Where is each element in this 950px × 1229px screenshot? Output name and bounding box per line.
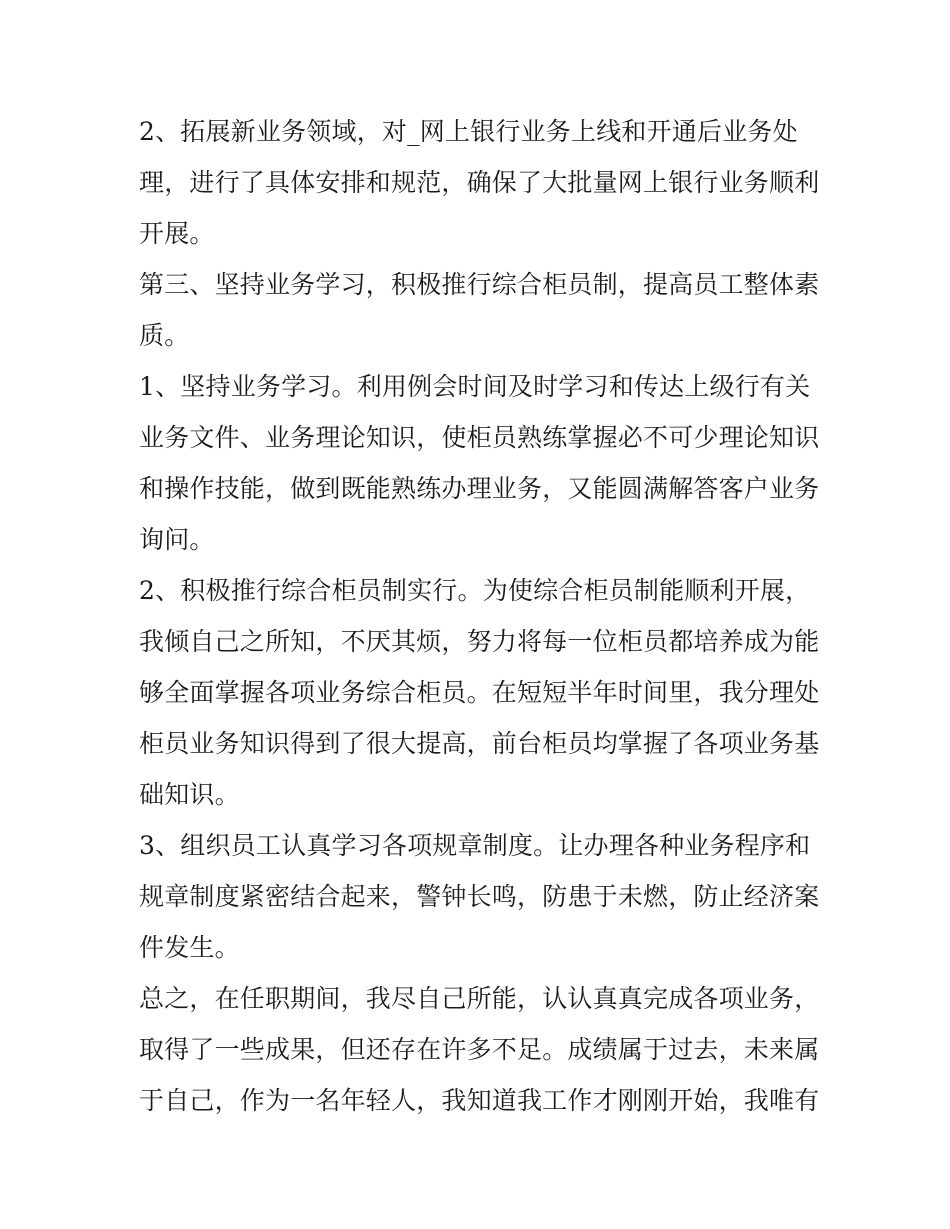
- text-line: 和操作技能，做到既能熟练办理业务，又能圆满解答客户业务: [139, 474, 820, 503]
- section-heading-line: 第三、坚持业务学习，积极推行综合柜员制，提高员工整体素: [139, 270, 820, 299]
- text-line: 于自己，作为一名年轻人，我知道我工作才刚刚开始，我唯有: [139, 1086, 820, 1115]
- text-line: 2、拓展新业务领域，对_网上银行业务上线和开通后业务处: [139, 117, 798, 146]
- document-body: [139, 106, 819, 1126]
- text-line: 理，进行了具体安排和规范，确保了大批量网上银行业务顺利: [139, 168, 820, 197]
- text-line: 取得了一些成果，但还存在许多不足。成绩属于过去，未来属: [139, 1035, 820, 1064]
- text-line: 业务文件、业务理论知识，使柜员熟练掌握必不可少理论知识: [139, 423, 820, 452]
- text-line: 总之，在任职期间，我尽自己所能，认认真真完成各项业务，: [139, 984, 820, 1013]
- text-line: 2、积极推行综合柜员制实行。为使综合柜员制能顺利开展，: [139, 576, 811, 605]
- text-line: 我倾自己之所知，不厌其烦，努力将每一位柜员都培养成为能: [139, 627, 820, 656]
- text-line: 3、组织员工认真学习各项规章制度。让办理各种业务程序和: [139, 831, 811, 860]
- section-heading-line: 质。: [139, 321, 190, 350]
- text-line: 询问。: [139, 525, 215, 554]
- text-line: 开展。: [139, 219, 215, 248]
- text-line: 够全面掌握各项业务综合柜员。在短短半年时间里，我分理处: [139, 678, 820, 707]
- text-line: 规章制度紧密结合起来，警钟长鸣，防患于未燃，防止经济案: [139, 882, 820, 911]
- text-line: 1、坚持业务学习。利用例会时间及时学习和传达上级行有关: [139, 372, 811, 401]
- text-line: 础知识。: [139, 780, 240, 809]
- text-line: 件发生。: [139, 933, 240, 962]
- text-line: 柜员业务知识得到了很大提高，前台柜员均掌握了各项业务基: [139, 729, 820, 758]
